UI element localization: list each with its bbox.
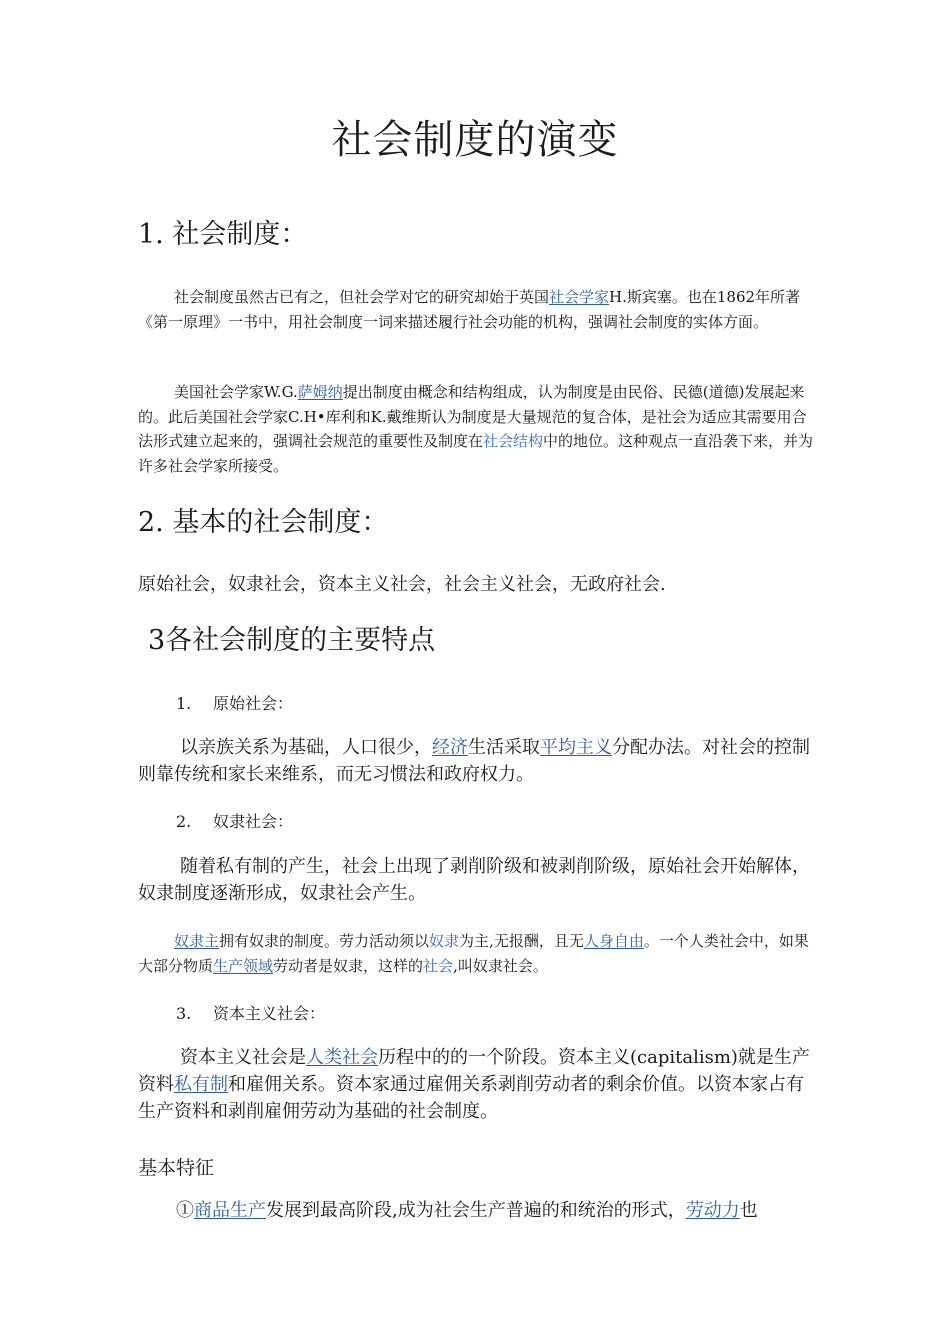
paragraph-3-text-b: 生活采取 [468,737,540,758]
list-item-label: 奴隶社会： [213,812,294,831]
paragraph-6-text-c: 和雇佣关系。资本家通过雇佣关系剥削劳动者的剩余价值。以资本家占有生产资料和剥削雇佣劳动为基础的社会制度。 [138,1074,804,1122]
paragraph-1-text-a: 社会制度虽然古已有之，但社会学对它的研究却始于英国 [174,288,550,306]
page-title: 社会制度的演变 [331,117,619,163]
link-society[interactable]: 社会 [423,956,454,975]
list-item-number: 1. [176,694,192,713]
paragraph-2-text-a: 美国社会学家W.G. [174,383,298,401]
paragraph-2 [138,380,814,478]
paragraph-4-text: 随着私有制的产生，社会上出现了剥削阶级和被剥削阶级，原始社会开始解体，奴隶制度逐渐形成，奴隶社会产生。 [138,856,810,904]
section-3-heading: 3各社会制度的主要特点 [148,625,436,656]
link-social-structure[interactable]: 社会结构 [483,432,544,450]
paragraph-5 [138,929,814,978]
link-human-society[interactable]: 人类社会 [306,1047,378,1068]
list-item-number: 3. [176,1004,192,1023]
paragraph-5-text-a: 拥有奴隶的制度。劳力活动须以 [219,932,430,950]
link-egalitarianism[interactable]: 平均主义 [540,737,612,758]
features-text-b: 也 [739,1200,758,1221]
paragraph-5-text-b: 为主,无报酬，且无 [459,932,584,950]
link-slave-owner[interactable]: 奴隶主 [174,932,220,950]
paragraph-3 [138,734,814,788]
features-text-a: 发展到最高阶段,成为社会生产普遍的和统治的形式， [266,1200,686,1221]
section-2-text: 原始社会，奴隶社会，资本主义社会，社会主义社会，无政府社会. [138,574,666,595]
paragraph-6-text-b: 历程中的的一个阶段。资本主义(capitalism)就是生产资料 [138,1047,810,1095]
paragraph-5-text-d: 劳动者是奴隶，这样的 [273,956,424,975]
link-personal-freedom[interactable]: 人身自由 [583,932,644,950]
paragraph-6 [138,1044,814,1125]
link-economy[interactable]: 经济 [432,737,468,758]
list-item-capitalist [176,1001,325,1024]
paragraph-3-text-a: 以亲族关系为基础，人口很少， [180,737,432,758]
link-sumner[interactable]: 萨姆纳 [297,383,343,401]
list-item-label: 资本主义社会： [213,1004,326,1023]
list-item-label: 原始社会： [213,694,294,713]
list-item-primitive [176,691,293,714]
link-production-field[interactable]: 生产领域 [213,956,274,975]
features-heading: 基本特征 [138,1157,215,1179]
paragraph-1 [138,285,814,334]
paragraph-5-text-e: ,叫奴隶社会。 [453,956,548,975]
paragraph-5-text-c: 。一个人类社会中，如果大部分物质 [138,932,809,975]
section-1-heading: 1. 社会制度： [138,219,308,250]
list-item-slave [176,809,293,832]
paragraph-2-text-b: 提出制度由概念和结构组成，认为制度是由民俗、民德(道德)发展起来的。此后美国社会学家C.H•库利和K.戴维斯认为制度是大量规范的复合体，是社会为适应其需要用合法形式建立起来的，强调社会规范的重要性及制度在 [138,383,807,450]
circled-one-marker: ① [176,1200,194,1221]
link-commodity-production[interactable]: 商品生产 [194,1200,266,1221]
link-private-ownership[interactable]: 私有制 [174,1074,228,1095]
link-sociologist[interactable]: 社会学家 [549,288,610,306]
paragraph-4 [138,853,814,907]
paragraph-2-text-c: 中的地位。这种观点一直沿袭下来，并为许多社会学家所接受。 [138,432,814,475]
link-labor-force[interactable]: 劳动力 [685,1200,740,1221]
paragraph-3-text-c: 分配办法。对社会的控制则靠传统和家长来维系，而无习惯法和政府权力。 [138,737,810,785]
list-item-number: 2. [176,812,192,831]
features-paragraph [176,1197,836,1224]
paragraph-6-text-a: 资本主义社会是 [180,1047,306,1068]
link-slave[interactable]: 奴隶 [429,932,460,950]
paragraph-1-text-b: H.斯宾塞。也在1862年所著《第一原理》一书中，用社会制度一词来描述履行社会功能的机构，强调社会制度的实体方面。 [138,288,801,331]
section-2-heading: 2. 基本的社会制度： [138,507,389,538]
